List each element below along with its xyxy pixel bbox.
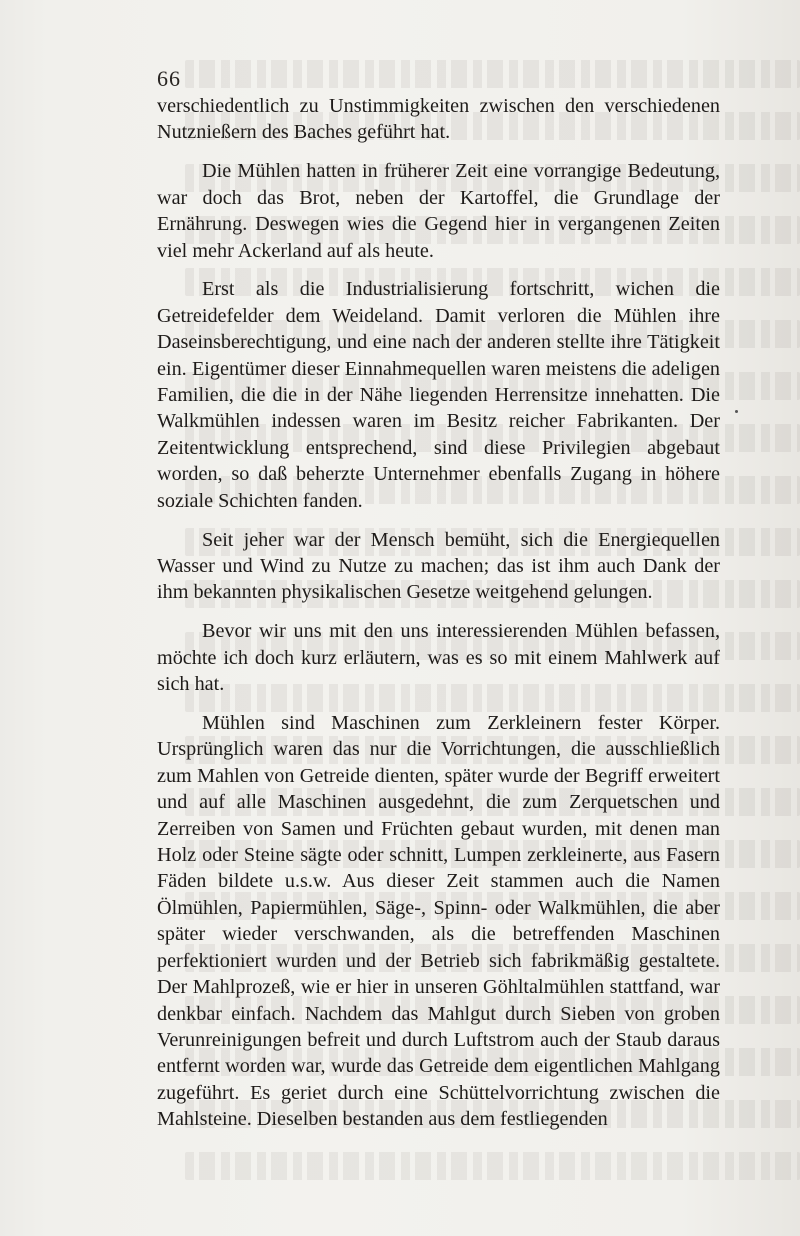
paragraph: Bevor wir uns mit den uns interessierenden Mühlen befassen, möchte ich doch kurz erläutern, was es so mit einem Mahlwerk auf sich hat. (157, 620, 720, 696)
paragraph: Seit jeher war der Mensch bemüht, sich die Energiequellen Wasser und Wind zu Nutze zu machen; das ist ihm auch Dank der ihm bekannten physikalischen Gesetze weitgehend gelungen. (157, 528, 720, 604)
paragraph: verschiedentlich zu Unstimmigkeiten zwischen den verschiedenen Nutznießern des Baches geführt hat. (157, 95, 720, 144)
paragraph: Die Mühlen hatten in früherer Zeit eine vorrangige Bedeutung, war doch das Brot, neben der Kartoffel, die Grundlage der Ernährung. Deswegen wies die Gegend hier in vergangenen Zeiten viel mehr Ackerland auf als heute. (157, 160, 720, 262)
ink-speck (735, 410, 738, 413)
body-text (157, 93, 720, 1145)
page-number: 66 (157, 66, 181, 91)
paragraph: Erst als die Industrialisierung fortschritt, wichen die Getreidefelder dem Weideland. Damit verloren die Mühlen ihre Daseinsberechtigung, und eine nach der anderen stellte ihre Tätigkeit ein. Eigentümer dieser Einnahmequellen waren meistens die adeligen Familien, die die in der Nähe liegenden Herrensitze innehatten. Die Walkmühlen indessen waren im Besitz reicher Fabrikanten. Der Zeitentwicklung entsprechend, sind diese Privilegien abgebaut worden, so daß beherzte Unternehmer ebenfalls Zugang in höhere soziale Schichten fanden. (157, 278, 720, 512)
paragraph: Mühlen sind Maschinen zum Zerkleinern fester Körper. Ursprünglich waren das nur die Vorrichtungen, die ausschließlich zum Mahlen von Getreide dienten, später wurde der Begriff erweitert und auf alle Maschinen ausgedehnt, die zum Zerquetschen und Zerreiben von Samen und Früchten gebaut wurden, mit denen man Holz oder Steine sägte oder schnitt, Lumpen zerkleinerte, aus Fasern Fäden bildete u.s.w. Aus dieser Zeit stammen auch die Namen Ölmühlen, Papiermühlen, Säge-, Spinn- oder Walkmühlen, die aber später wieder verschwanden, als die betreffenden Maschinen perfektioniert wurden und der Betrieb sich fabrikmäßig gestaltete. Der Mahlprozeß, wie er hier in unseren Göhltalmühlen stattfand, war denkbar einfach. Nachdem das Mahlgut durch Sieben von groben Verunreinigungen befreit und durch Luftstrom auch der Staub daraus entfernt worden war, wurde das Getreide dem eigentlichen Mahlgang zugeführt. Es geriet durch eine Schüttelvorrichtung zwischen die Mahlsteine. Dieselben bestanden aus dem festliegenden (157, 712, 720, 1131)
